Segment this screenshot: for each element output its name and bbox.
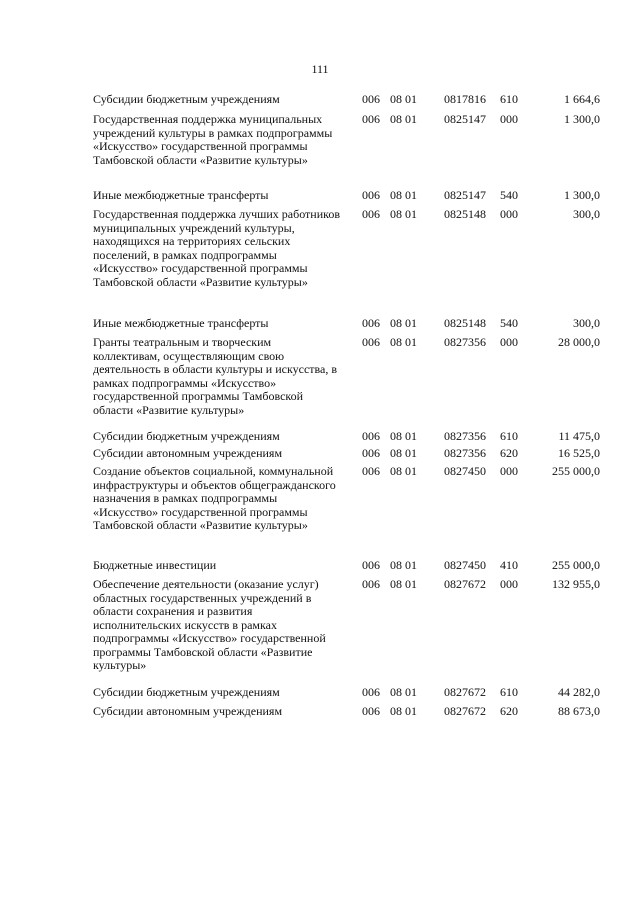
section-code: 08 01 [390, 112, 417, 126]
amount: 1 300,0 [564, 112, 600, 126]
row-description: Бюджетные инвестиции [93, 558, 217, 572]
ministry-code: 006 [362, 446, 380, 460]
target-code: 0825147 [444, 188, 486, 202]
page-number: 111 [311, 62, 329, 76]
amount: 1 664,6 [564, 92, 600, 106]
section-code: 08 01 [390, 207, 417, 221]
row-description: Субсидии бюджетным учреждениям [93, 685, 280, 699]
expense-type-code: 000 [500, 577, 518, 591]
ministry-code: 006 [362, 685, 380, 699]
row-description: Создание объектов социальной, коммунальной инфраструктуры и объектов общегражданского назначения в рамках подпрограммы «Искусство» государственной программы Тамбовской области «Развитие культуры» [93, 464, 336, 532]
expense-type-code: 000 [500, 112, 518, 126]
ministry-code: 006 [362, 316, 380, 330]
row-description: Субсидии бюджетным учреждениям [93, 429, 280, 443]
target-code: 0827672 [444, 685, 486, 699]
expense-type-code: 610 [500, 429, 518, 443]
target-code: 0827356 [444, 335, 486, 349]
expense-type-code: 620 [500, 704, 518, 718]
target-code: 0825148 [444, 207, 486, 221]
amount: 255 000,0 [552, 558, 600, 572]
section-code: 08 01 [390, 446, 417, 460]
row-description: Государственная поддержка лучших работников муниципальных учреждений культуры, находящихся на территориях сельских поселений, в рамках подпрограммы «Искусство» государственной программы Тамбовской области «Развитие культуры» [93, 207, 341, 289]
ministry-code: 006 [362, 92, 380, 106]
section-code: 08 01 [390, 685, 417, 699]
section-code: 08 01 [390, 704, 417, 718]
amount: 1 300,0 [564, 188, 600, 202]
amount: 28 000,0 [558, 335, 600, 349]
target-code: 0825147 [444, 112, 486, 126]
section-code: 08 01 [390, 188, 417, 202]
expense-type-code: 610 [500, 685, 518, 699]
expense-type-code: 540 [500, 316, 518, 330]
section-code: 08 01 [390, 429, 417, 443]
target-code: 0827672 [444, 577, 486, 591]
section-code: 08 01 [390, 558, 417, 572]
expense-type-code: 540 [500, 188, 518, 202]
amount: 11 475,0 [558, 429, 600, 443]
expense-type-code: 620 [500, 446, 518, 460]
expense-type-code: 000 [500, 207, 518, 221]
amount: 300,0 [573, 207, 600, 221]
section-code: 08 01 [390, 316, 417, 330]
row-description: Обеспечение деятельности (оказание услуг) областных государственных учреждений в области сохранения и развития исполнительских искусств в рамках подпрограммы «Искусство» государственной программы Тамбовской области «Развитие культуры» [93, 577, 326, 672]
expense-type-code: 410 [500, 558, 518, 572]
amount: 300,0 [573, 316, 600, 330]
expense-type-code: 610 [500, 92, 518, 106]
row-description: Субсидии автономным учреждениям [93, 704, 283, 718]
target-code: 0827450 [444, 558, 486, 572]
row-description: Гранты театральным и творческим коллективам, осуществляющим свою деятельность в области культуры и искусства, в рамках подпрограммы «Искусство» государственной программы Тамбовской области «Развитие культуры» [93, 335, 338, 417]
target-code: 0825148 [444, 316, 486, 330]
expense-type-code: 000 [500, 335, 518, 349]
section-code: 08 01 [390, 335, 417, 349]
row-description: Иные межбюджетные трансферты [93, 316, 269, 330]
target-code: 0827672 [444, 704, 486, 718]
ministry-code: 006 [362, 112, 380, 126]
target-code: 0827356 [444, 446, 486, 460]
section-code: 08 01 [390, 464, 417, 478]
target-code: 0827450 [444, 464, 486, 478]
amount: 255 000,0 [552, 464, 600, 478]
amount: 44 282,0 [558, 685, 600, 699]
ministry-code: 006 [362, 704, 380, 718]
target-code: 0817816 [444, 92, 486, 106]
ministry-code: 006 [362, 207, 380, 221]
amount: 132 955,0 [552, 577, 600, 591]
row-description: Субсидии автономным учреждениям [93, 446, 283, 460]
row-description: Субсидии бюджетным учреждениям [93, 92, 280, 106]
section-code: 08 01 [390, 577, 417, 591]
row-description: Иные межбюджетные трансферты [93, 188, 269, 202]
amount: 16 525,0 [558, 446, 600, 460]
ministry-code: 006 [362, 188, 380, 202]
amount: 88 673,0 [558, 704, 600, 718]
row-description: Государственная поддержка муниципальных учреждений культуры в рамках подпрограммы «Искусство» государственной программы Тамбовской области «Развитие культуры» [93, 112, 333, 167]
ministry-code: 006 [362, 577, 380, 591]
target-code: 0827356 [444, 429, 486, 443]
ministry-code: 006 [362, 558, 380, 572]
ministry-code: 006 [362, 429, 380, 443]
ministry-code: 006 [362, 335, 380, 349]
section-code: 08 01 [390, 92, 417, 106]
ministry-code: 006 [362, 464, 380, 478]
expense-type-code: 000 [500, 464, 518, 478]
